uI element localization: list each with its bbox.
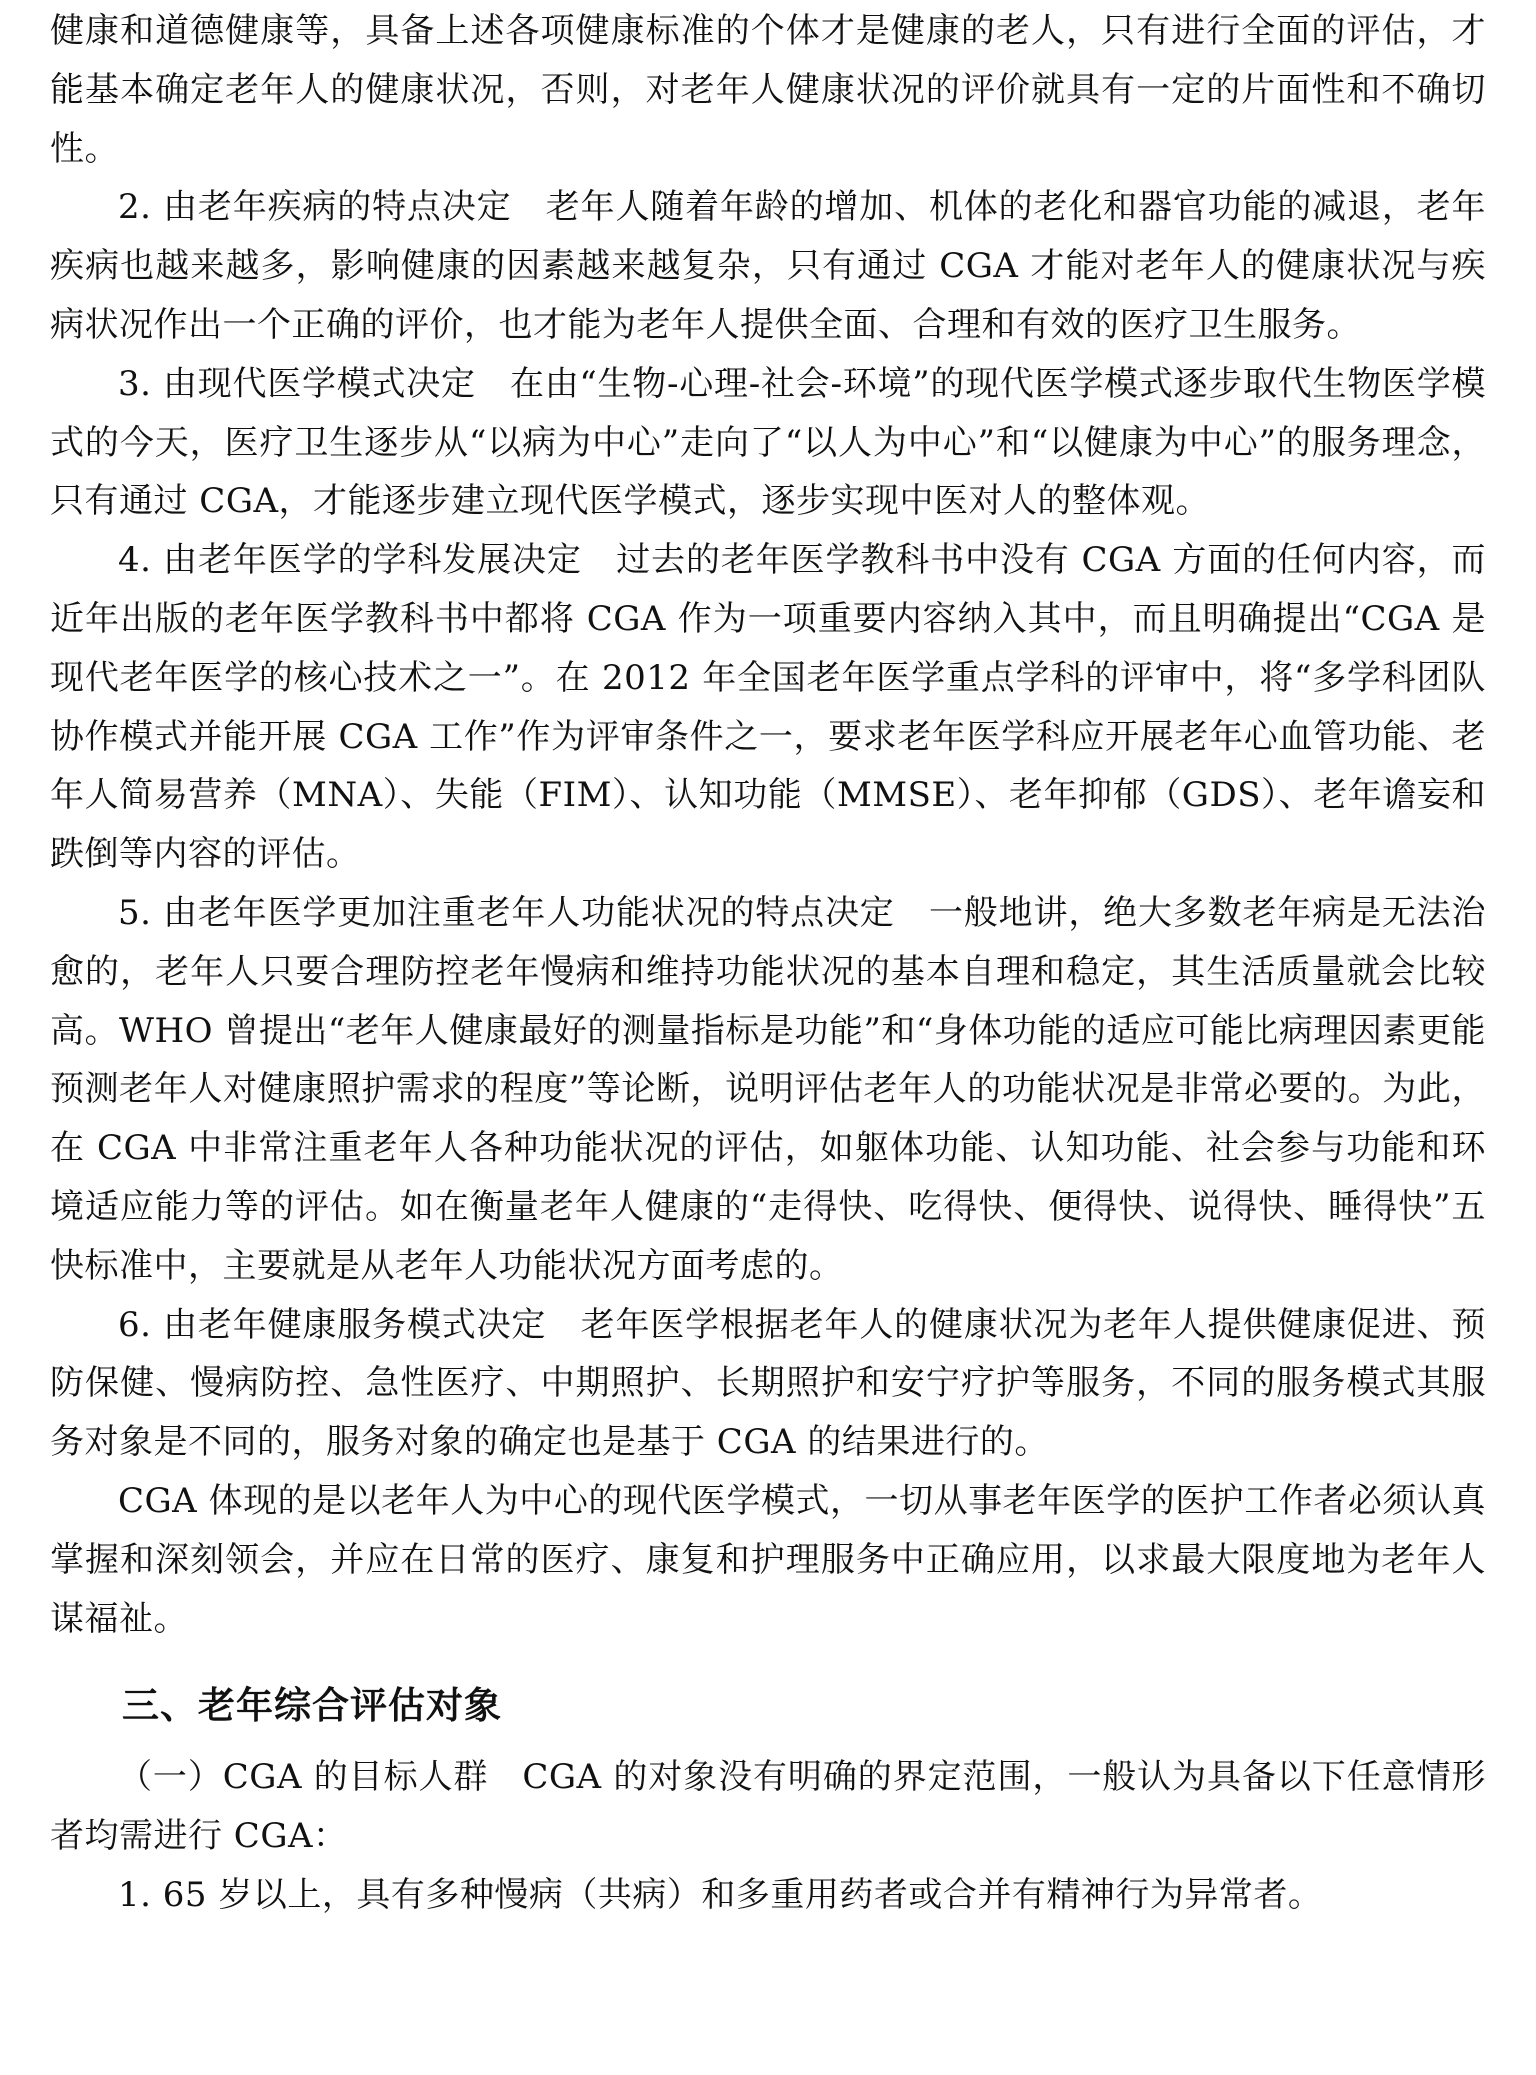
paragraph-cga-summary (50, 1472, 1486, 1648)
paragraph-target-population (50, 1748, 1486, 1866)
paragraph-text: 一般地讲，绝大多数老年病是无法治愈的，老年人只要合理防控老年慢病和维持功能状况的基本自理和稳定，其生活质量就会比较高。WHO 曾提出“老年人健康最好的测量指标是功能”和“身体功能的适应可能比病理因素更能预测老年人对健康照护需求的程度”等论断，说明评估老年人的功能状况是非常必要的。为此，在 CGA 中非常注重老年人各种功能状况的评估，如躯体功能、认知功能、社会参与功能和环境适应能力等的评估。如在衡量老年人健康的“走得快、吃得快、便得快、说得快、睡得快”五快标准中，主要就是从老年人功能状况方面考虑的。 (50, 892, 1487, 1286)
paragraph-text: 过去的老年医学教科书中没有 CGA 方面的任何内容，而近年出版的老年医学教科书中都将 CGA 作为一项重要内容纳入其中，而且明确提出“CGA 是现代老年医学的核心技术之一”。在 2012 年全国老年医学重点学科的评审中，将“多学科团队协作模式并能开展 CGA 工作”作为评审条件之一，要求老年医学科应开展老年心血管功能、老年人简易营养（MNA）、失能（FIM）、认知功能（MMSE）、老年抑郁（GDS）、老年谵妄和跌倒等内容的评估。 (50, 540, 1486, 875)
document-page (50, 0, 1486, 1925)
paragraph-text: 1. 65 岁以上，具有多种慢病（共病）和多重用药者或合并有精神行为异常者。 (118, 1874, 1323, 1915)
paragraph-point-6 (50, 1296, 1486, 1472)
paragraph-lead: 2. 由老年疾病的特点决定 (118, 187, 512, 228)
paragraph-point-3 (50, 355, 1486, 531)
paragraph-lead: 3. 由现代医学模式决定 (118, 363, 476, 404)
paragraph-lead: 6. 由老年健康服务模式决定 (118, 1304, 547, 1345)
paragraph-point-2 (50, 178, 1486, 354)
paragraph-health-assessment-intro (50, 2, 1486, 178)
paragraph-point-5 (50, 884, 1486, 1296)
paragraph-text: CGA 体现的是以老年人为中心的现代医学模式，一切从事老年医学的医护工作者必须认真掌握和深刻领会，并应在日常的医疗、康复和护理服务中正确应用，以求最大限度地为老年人谋福祉。 (50, 1480, 1486, 1639)
paragraph-text: 在由“生物-心理-社会-环境”的现代医学模式逐步取代生物医学模式的今天，医疗卫生逐步从“以病为中心”走向了“以人为中心”和“以健康为中心”的服务理念，只有通过 CGA，才能逐步建立现代医学模式，逐步实现中医对人的整体观。 (50, 363, 1487, 522)
paragraph-text: 老年人随着年龄的增加、机体的老化和器官功能的减退，老年疾病也越来越多，影响健康的因素越来越复杂，只有通过 CGA 才能对老年人的健康状况与疾病状况作出一个正确的评价，也才能为老年人提供全面、合理和有效的医疗卫生服务。 (50, 187, 1486, 345)
paragraph-text: 健康和道德健康等，具备上述各项健康标准的个体才是健康的老人，只有进行全面的评估，才能基本确定老年人的健康状况，否则，对老年人健康状况的评价就具有一定的片面性和不确切性。 (50, 11, 1486, 169)
paragraph-text: 老年医学根据老年人的健康状况为老年人提供健康促进、预防保健、慢病防控、急性医疗、中期照护、长期照护和安宁疗护等服务，不同的服务模式其服务对象是不同的，服务对象的确定也是基于 CGA 的结果进行的。 (50, 1304, 1487, 1463)
paragraph-criterion-1 (50, 1866, 1486, 1925)
section-heading: 三、老年综合评估对象 (122, 1684, 502, 1728)
paragraph-lead: 4. 由老年医学的学科发展决定 (118, 540, 582, 581)
paragraph-lead: 5. 由老年医学更加注重老年人功能状况的特点决定 (118, 892, 895, 933)
paragraph-point-4 (50, 531, 1486, 884)
paragraph-lead: （一）CGA 的目标人群 (118, 1757, 489, 1798)
paragraph-text: CGA 的对象没有明确的界定范围，一般认为具备以下任意情形者均需进行 CGA： (50, 1757, 1486, 1857)
